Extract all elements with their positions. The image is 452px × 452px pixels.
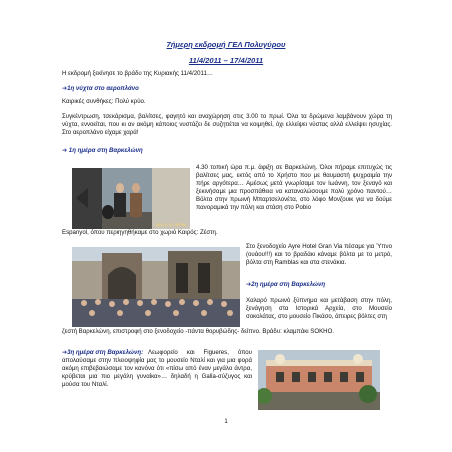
photo-date-stamp: 2011 4 12 26 PM bbox=[155, 222, 186, 227]
section3-paragraph-right: Χαλαρό πρωινό ξύπνημα και μετάβαση στην πόλη, ξενάγηση στα Ιστορικά Αρχεία, στο Μουσείο σοκολάτας, στο μουσείο Πικάσο, άπειρες βόλτες στη bbox=[246, 297, 392, 321]
section2-paragraph-right: 4.30 τοπική ώρα π.μ. άφιξη σε Βαρκελώνη. Όλοι πήραμε επιτυχώς τις βαλίτσες μας, εκτός από το Χρήστο που με θαυμαστή ψυχραιμία την πήρε αργότερα… Αμέσως μετά γνωρίσαμε τον Ιωάννη, τον ξεναγό και ξεκινήσαμε μια προσπάθεια να καταναλώσουμε πολύ χρόνο παντού…Βόλτα στην πρωινή Μπαρτσελονέτα, στο λόφο Μονζουικ για να δούμε πανοραμικά την πόλη και στάση στο Pobio bbox=[196, 164, 392, 212]
section4-paragraph: Λεωφορείο και Figueres, όπου απολαύσαμε στην πλειοψηφία μας το μουσείο Νταλί και για μια φορά ακόμη επιβεβαιώσαμε τον κανόνα ότι «πίσω από έναν μεγάλο άντρα, κρύβεται μια πιο μεγάλη γυναίκα»… δηλαδή η Galla-σύζυγος και μούσα του Νταλί. bbox=[62, 349, 252, 389]
group-photo-outdoors bbox=[72, 168, 190, 229]
section1-heading: ➔1η νύχτα στο αεροπλάνο bbox=[62, 85, 139, 92]
section3-paragraph-full: ζεστή Βαρκελώνη, επιστροφή στο ξενοδοχείο -πάντα θορυβώδης- δείπνο. Βράδυ: κλαμπάκι SOKHO. bbox=[62, 328, 335, 335]
section1-paragraph: Συγκέντρωση, τσεκάρισμα, βαλίτσες, φαγητό και αναχώρηση στις 3.00 το πρωί. Όλα τα δρώμενα λαμβάνουν χώρα τη νύχτα, εννοείται, που κι αν ακόμη κάποιος νυστάζει δε συζητιέται να κοιμηθεί, όχι ελλείψει νύστας αλλά ελλείψει ησυχίας. Στο αεροπλάνο είχαμε χαρά! bbox=[62, 113, 392, 137]
trip-dates: 11/4/2011 – 17/4/2011 bbox=[188, 56, 264, 65]
group-photo-cathedral bbox=[72, 247, 240, 327]
section3-heading: ➔2η ημέρα στη Βαρκελώνη bbox=[246, 281, 326, 288]
section4-heading: ➔3η ημέρα στη Βαρκελώνη: bbox=[62, 349, 144, 356]
hotel-text: Στο ξενοδοχείο Ayre Hotel Gran Via πέσαμε για Ύπνο (ουάου!!!) και το βραδάκι κάναμε βόλτα με το μετρό, βόλτα στη Ramblas και στα στενάκια. bbox=[246, 243, 392, 267]
intro-text: Η εκδρομή ξεκίνησε το βράδυ της Κυριακής 11/4/2011… bbox=[62, 70, 213, 77]
page-number: 1 bbox=[224, 419, 228, 425]
section2-heading: ➔ 1η ημέρα στη Βαρκελώνη bbox=[62, 147, 143, 154]
dali-museum-photo-image bbox=[258, 350, 380, 410]
dali-museum-photo bbox=[258, 350, 380, 410]
weather-text: Καιρικές συνθήκες: Πολύ κρύο. bbox=[62, 98, 146, 105]
page-title: 7ήμερη εκδρομή ΓΕΛ Πολυγύρου bbox=[166, 40, 286, 49]
section2-paragraph-full: Espanyol, όπου περιηγηθήκαμε στο χωριό Καιρός: Ζέστη. bbox=[62, 229, 218, 236]
group-photo-cathedral-image bbox=[72, 247, 240, 327]
group-photo-outdoors-image bbox=[72, 168, 190, 229]
